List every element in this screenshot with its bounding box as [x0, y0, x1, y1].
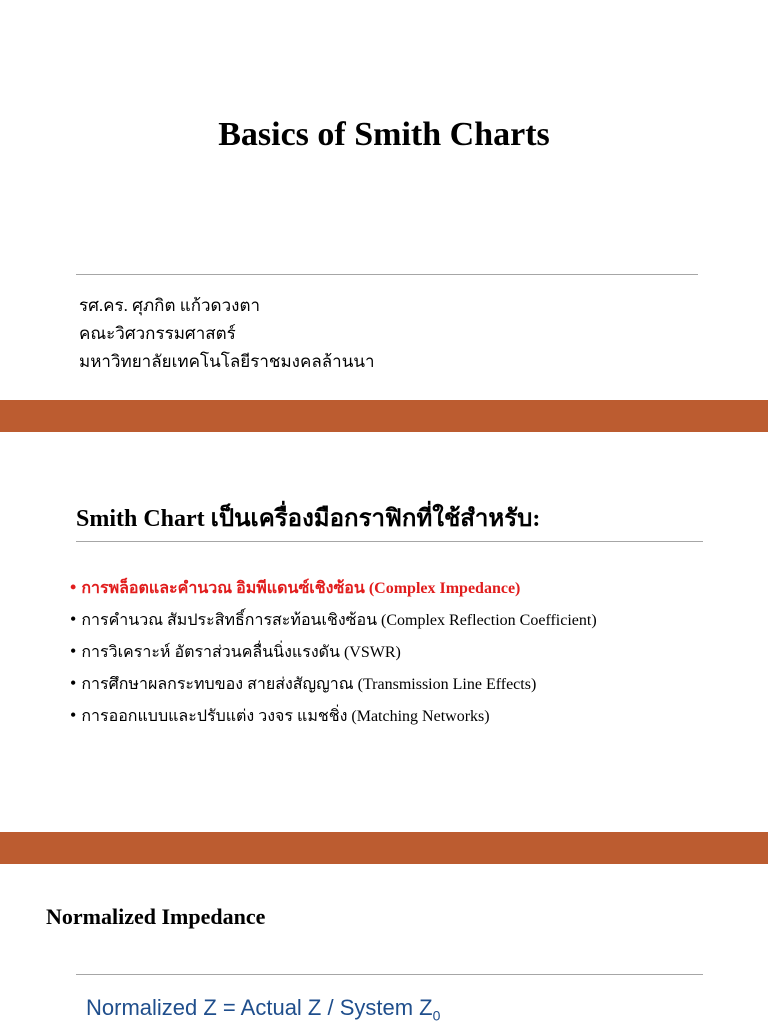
author-faculty: คณะวิศวกรรมศาสตร์	[79, 324, 236, 343]
author-name: รศ.คร. ศุภกิต แก้วดวงตา	[79, 296, 261, 315]
slide-title: Basics of Smith Charts	[218, 116, 550, 153]
formula-text	[86, 995, 440, 1023]
list-item	[70, 668, 597, 700]
list-item	[70, 572, 597, 604]
bullet-text: การวิเคราะห์ อัตราส่วนคลื่นนิ่งแรงดัน (VSWR)	[81, 644, 401, 661]
bullet-icon: •	[70, 577, 77, 597]
formula-main: Normalized Z = Actual Z / System Z	[86, 995, 433, 1020]
author-university: มหาวิทยาลัยเทคโนโลยีราชมงคลล้านนา	[79, 352, 375, 371]
title-slide	[0, 0, 768, 400]
list-item	[70, 636, 597, 668]
bullet-text: การออกแบบและปรับแต่ง วงจร แมชชิ่ง (Matching Networks)	[81, 708, 490, 725]
slide-heading: Smith Chart เป็นเครื่องมือกราฟิกที่ใช้สำหรับ:	[76, 506, 541, 532]
slide-heading: Normalized Impedance	[46, 904, 266, 929]
bullet-text: การพล็อตและคำนวณ อิมพีแดนซ์เชิงซ้อน (Complex Impedance)	[81, 580, 521, 597]
bullet-icon: •	[70, 673, 77, 693]
bullet-icon: •	[70, 641, 77, 661]
bullet-text: การคำนวณ สัมประสิทธิ์การสะท้อนเชิงซ้อน (Complex Reflection Coefficient)	[81, 612, 597, 629]
list-item	[70, 700, 597, 732]
bullet-text: การศึกษาผลกระทบของ สายส่งสัญญาณ (Transmission Line Effects)	[81, 676, 537, 693]
slide-separator	[0, 832, 768, 864]
slide-separator	[0, 400, 768, 432]
uses-slide	[0, 432, 768, 832]
formula-subscript: 0	[432, 1007, 441, 1024]
bullet-list	[70, 572, 597, 732]
author-block	[79, 292, 375, 376]
title-divider	[76, 274, 698, 275]
bullet-icon: •	[70, 705, 77, 725]
heading-divider	[76, 974, 703, 975]
normalized-impedance-slide	[0, 864, 768, 1024]
list-item	[70, 604, 597, 636]
heading-divider	[76, 541, 703, 542]
bullet-icon: •	[70, 609, 77, 629]
